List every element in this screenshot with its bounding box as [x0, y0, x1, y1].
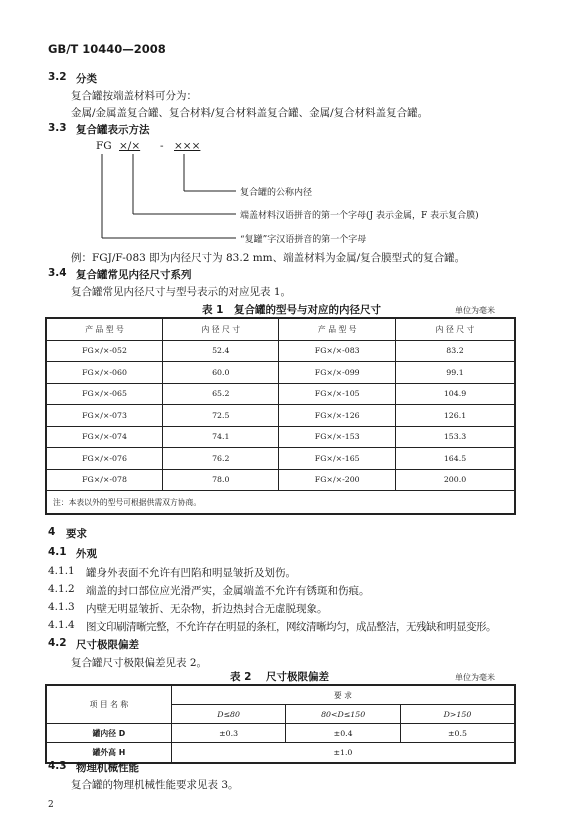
- section-3-3-title: 复合罐表示方法: [76, 124, 150, 136]
- item-4-1-3-text: 内壁无明显皱折、无杂物，折边热封合无虚脱现象。: [86, 603, 328, 615]
- section-3-4-title: 复合罐常见内径尺寸系列: [76, 269, 192, 281]
- table-row: [46, 405, 515, 427]
- table-2-row-label-diameter: 罐内径 D: [46, 724, 171, 743]
- table-2-row-label-height: 罐外高 H: [46, 743, 171, 764]
- table-row: [46, 724, 515, 743]
- table-cell: 52.4: [163, 340, 279, 362]
- item-4-1-1-text: 罐身外表面不允许有凹陷和明显皱折及划伤。: [86, 567, 296, 579]
- section-4-title: 要求: [66, 528, 87, 540]
- item-4-1-3-number: 4.1.3: [48, 601, 75, 613]
- table-cell: ±0.3: [171, 724, 285, 743]
- table-cell: FG×/×-126: [279, 405, 396, 427]
- table-1-header-row: [46, 318, 515, 340]
- table-1: [45, 317, 516, 515]
- code-material: ×/×: [119, 140, 141, 152]
- table-2-subheader: D>150: [400, 705, 515, 724]
- table-cell: ±0.4: [286, 724, 401, 743]
- item-4-1-4-number: 4.1.4: [48, 619, 75, 631]
- table-row: [46, 362, 515, 384]
- table-cell: 72.5: [163, 405, 279, 427]
- table-1-caption: 复合罐的型号与对应的内径尺寸: [234, 304, 381, 316]
- code-diameter: ×××: [174, 140, 201, 152]
- section-4-2-title: 尺寸极限偏差: [76, 639, 139, 651]
- section-3-3-number: 3.3: [48, 122, 67, 134]
- table-cell: FG×/×-065: [46, 383, 163, 405]
- section-4-1-title: 外观: [76, 548, 97, 560]
- table-2-caption: 尺寸极限偏差: [266, 671, 329, 683]
- table-cell: 60.0: [163, 362, 279, 384]
- table-cell: FG×/×-074: [46, 426, 163, 448]
- table-2-unit: 单位为毫米: [455, 673, 495, 682]
- table-cell: 200.0: [395, 469, 515, 491]
- table-cell: FG×/×-153: [279, 426, 396, 448]
- table-2-requirement-header: 要 求: [171, 685, 515, 705]
- table-cell: FG×/×-076: [46, 448, 163, 470]
- table-1-header-cell: 内 径 尺 寸: [163, 318, 279, 340]
- table-cell: 65.2: [163, 383, 279, 405]
- table-cell: 104.9: [395, 383, 515, 405]
- table-2-subheader: 80<D≤150: [286, 705, 401, 724]
- table-2-item-header: 项 目 名 称: [46, 685, 171, 724]
- item-4-1-2-number: 4.1.2: [48, 583, 75, 595]
- table-row: [46, 469, 515, 491]
- section-4-3-number: 4.3: [48, 760, 67, 772]
- table-cell: 126.1: [395, 405, 515, 427]
- code-fg: FG: [96, 140, 112, 152]
- notation-label-material: 端盖材料汉语拼音的第一个字母(J 表示金属，F 表示复合膜): [240, 211, 479, 221]
- table-row: [46, 426, 515, 448]
- table-cell: 164.5: [395, 448, 515, 470]
- table-1-header-cell: 产 品 型 号: [46, 318, 163, 340]
- table-1-note: 注：本表以外的型号可根据供需双方协商。: [46, 491, 515, 515]
- item-4-1-4-text: 图文印刷清晰完整，不允许存在明显的条杠，网纹清晰均匀，成品整洁，无残缺和明显变形。: [86, 621, 496, 633]
- section-3-4-number: 3.4: [48, 267, 67, 279]
- table-2: [45, 684, 516, 764]
- table-cell: 99.1: [395, 362, 515, 384]
- section-4-3-title: 物理机械性能: [76, 762, 139, 774]
- table-1-caption-number: 表 1: [202, 304, 224, 316]
- table-cell: FG×/×-083: [279, 340, 396, 362]
- table-cell: 83.2: [395, 340, 515, 362]
- section-3-2-paragraph-2: 金属/金属盖复合罐、复合材料/复合材料盖复合罐、金属/复合材料盖复合罐。: [71, 107, 429, 119]
- notation-example: 例：FGJ/F-083 即为内径尺寸为 83.2 mm、端盖材料为金属/复合膜型式的复合罐。: [71, 252, 466, 264]
- table-cell: FG×/×-165: [279, 448, 396, 470]
- table-1-note-row: [46, 491, 515, 515]
- section-4-2-number: 4.2: [48, 637, 67, 649]
- table-cell: 153.3: [395, 426, 515, 448]
- table-cell: ±1.0: [171, 743, 515, 764]
- table-cell: 76.2: [163, 448, 279, 470]
- table-cell: FG×/×-099: [279, 362, 396, 384]
- section-3-4-paragraph: 复合罐常见内径尺寸与型号表示的对应见表 1。: [71, 286, 292, 298]
- section-3-2-number: 3.2: [48, 71, 67, 83]
- table-1-header-cell: 产 品 型 号: [279, 318, 396, 340]
- notation-label-product: “复罐”字汉语拼音的第一个字母: [240, 235, 367, 245]
- table-cell: 78.0: [163, 469, 279, 491]
- section-4-1-number: 4.1: [48, 546, 67, 558]
- table-2-header-row: [46, 685, 515, 705]
- table-row: [46, 448, 515, 470]
- table-1-unit: 单位为毫米: [455, 306, 495, 315]
- table-cell: FG×/×-052: [46, 340, 163, 362]
- table-row: [46, 383, 515, 405]
- table-cell: FG×/×-078: [46, 469, 163, 491]
- code-dash: -: [160, 140, 164, 152]
- notation-label-diameter: 复合罐的公称内径: [240, 188, 313, 198]
- item-4-1-2-text: 端盖的封口部位应光滑严实，金属端盖不允许有锈斑和伤痕。: [86, 585, 370, 597]
- table-cell: 74.1: [163, 426, 279, 448]
- table-2-subheader: D≤80: [171, 705, 285, 724]
- notation-leader-lines: [0, 0, 567, 260]
- table-cell: FG×/×-105: [279, 383, 396, 405]
- section-4-2-paragraph: 复合罐尺寸极限偏差见表 2。: [71, 657, 208, 669]
- page-number: 2: [48, 800, 54, 810]
- table-2-caption-number: 表 2: [230, 671, 252, 683]
- section-3-2-paragraph-1: 复合罐按端盖材料可分为：: [71, 90, 197, 102]
- table-1-header-cell: 内 径 尺 寸: [395, 318, 515, 340]
- table-row: [46, 340, 515, 362]
- standard-code: GB/T 10440—2008: [48, 42, 166, 56]
- section-3-2-title: 分类: [76, 73, 97, 85]
- section-4-3-paragraph: 复合罐的物理机械性能要求见表 3。: [71, 779, 239, 791]
- table-cell: FG×/×-200: [279, 469, 396, 491]
- table-cell: ±0.5: [400, 724, 515, 743]
- section-4-number: 4: [48, 526, 56, 538]
- table-cell: FG×/×-073: [46, 405, 163, 427]
- table-cell: FG×/×-060: [46, 362, 163, 384]
- item-4-1-1-number: 4.1.1: [48, 565, 75, 577]
